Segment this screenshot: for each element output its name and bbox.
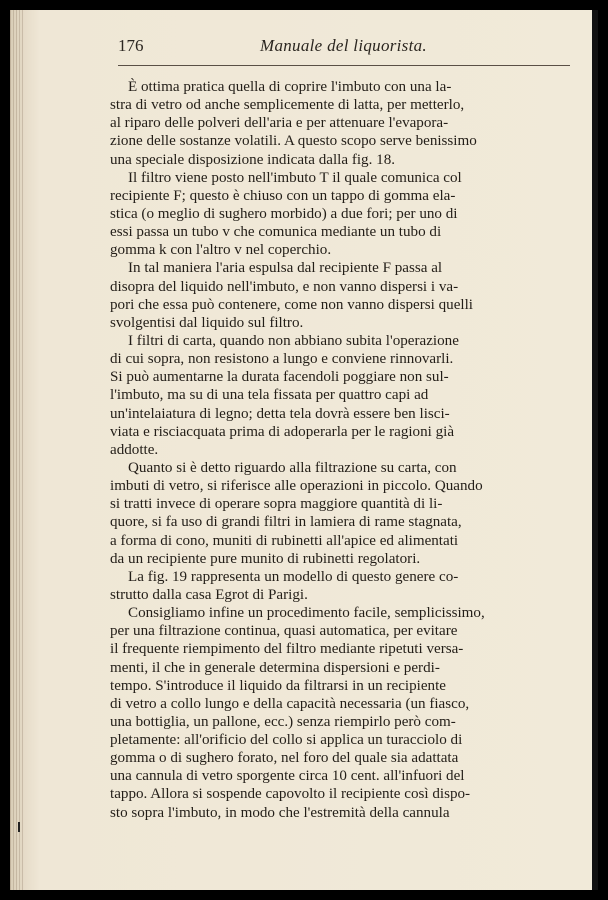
margin-mark <box>18 822 20 832</box>
running-title: Manuale del liquorista. <box>260 36 427 55</box>
text-line: menti, il che in generale determina dispersioni e perdi- <box>110 659 440 676</box>
page-number: 176 <box>118 36 144 55</box>
text-line: a forma di cono, muniti di rubinetti all'apice ed alimentati <box>110 532 459 549</box>
text-line: tappo. Allora si sospende capovolto il recipiente così dispo- <box>110 786 471 803</box>
text-line: In tal maniera l'aria espulsa dal recipiente F passa al <box>128 260 443 277</box>
text-line: Il filtro viene posto nell'imbuto T il quale comunica col <box>128 169 462 186</box>
text-line: essi passa un tubo v che comunica mediante un tubo di <box>110 224 442 241</box>
text-line: quore, si fa uso di grandi filtri in lamiera di rame stagnata, <box>110 514 462 531</box>
text-line: zione delle sostanze volatili. A questo scopo serve benissimo <box>110 133 477 150</box>
text-line: il frequente riempimento del filtro mediante ripetuti versa- <box>110 641 464 658</box>
text-line: viata e risciacquata prima di adoperarla per le ragioni già <box>110 423 455 440</box>
body-text <box>110 78 596 822</box>
text-line: La fig. 19 rappresenta un modello di questo genere co- <box>128 568 459 585</box>
text-line: imbuti di vetro, si riferisce alle operazioni in piccolo. Quando <box>110 478 483 495</box>
text-line: al riparo delle polveri dell'aria e per attenuare l'evapora- <box>110 115 449 132</box>
text-line: tempo. S'introduce il liquido da filtrarsi in un recipiente <box>110 677 446 694</box>
text-line: È ottima pratica quella di coprire l'imbuto con una la- <box>128 79 452 95</box>
text-line: svolgentisi dal liquido sul filtro. <box>110 314 304 331</box>
text-line: si tratti invece di operare sopra maggiore quantità di li- <box>110 496 443 513</box>
text-line: una cannula di vetro sporgente circa 10 cent. all'infuori del <box>110 768 465 785</box>
text-line: addotte. <box>110 441 159 458</box>
text-line: sto sopra l'imbuto, in modo che l'estremità della cannula <box>110 804 450 821</box>
header-rule <box>118 65 570 66</box>
text-line: Quanto si è detto riguardo alla filtrazione su carta, con <box>128 459 457 476</box>
text-line: recipiente F; questo è chiuso con un tappo di gomma ela- <box>110 187 456 204</box>
text-line: di cui sopra, non resistono a lungo e conviene rinnovarli. <box>110 351 454 368</box>
text-line: di vetro a collo lungo e della capacità necessaria (un fiasco, <box>110 695 470 712</box>
text-line: pori che essa può contenere, come non vanno dispersi quelli <box>110 296 473 313</box>
text-line: gomma k con l'altro v nel coperchio. <box>110 242 332 259</box>
text-line: da un recipiente pure munito di rubinetti regolatori. <box>110 550 421 567</box>
text-line: Consigliamo infine un procedimento facile, semplicissimo, <box>128 605 485 622</box>
text-line: pletamente: all'orificio del collo si applica un turacciolo di <box>110 732 463 749</box>
text-line: per una filtrazione continua, quasi automatica, per evitare <box>110 623 458 640</box>
text-line: una bottiglia, un pallone, ecc.) senza riempirlo però com- <box>110 713 456 730</box>
text-line: I filtri di carta, quando non abbiano subita l'operazione <box>128 332 459 349</box>
text-line: strutto dalla casa Egrot di Parigi. <box>110 586 308 603</box>
text-line: stica (o meglio di sughero morbido) a due fori; per uno di <box>110 205 458 222</box>
text-line: un'intelaiatura di legno; detta tela dovrà essere ben lisci- <box>110 405 450 422</box>
text-line: l'imbuto, ma su di una tela fissata per quattro capi ad <box>110 387 429 404</box>
text-line: gomma o di sughero forato, nel foro del quale sia adattata <box>110 750 459 767</box>
text-line: stra di vetro od anche semplicemente di latta, per metterlo, <box>110 97 465 114</box>
page-edge-shading <box>10 10 24 890</box>
text-line: Si può aumentarne la durata facendoli poggiare non sul- <box>110 369 449 386</box>
text-line: una speciale disposizione indicata dalla fig. 18. <box>110 151 396 168</box>
text-line: disopra del liquido nell'imbuto, e non vanno dispersi i va- <box>110 278 459 295</box>
